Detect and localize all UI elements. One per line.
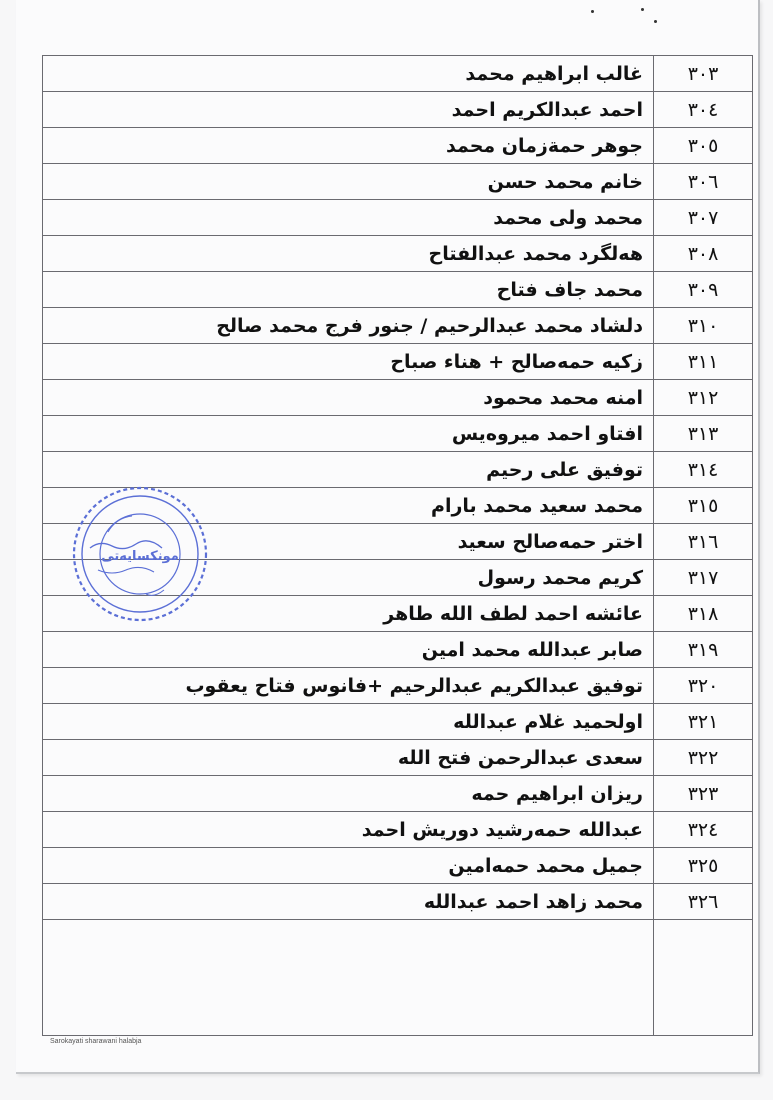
row-name: محمد ولى محمد [43, 200, 654, 236]
table-row [43, 632, 753, 668]
row-number: ٣٢٥ [654, 848, 753, 884]
row-name: سعدى عبدالرحمن فتح الله [43, 740, 654, 776]
table-row-empty [43, 920, 753, 1036]
row-number: ٣١٥ [654, 488, 753, 524]
row-name: ريزان ابراهيم حمه [43, 776, 654, 812]
row-name: غالب ابراهيم محمد [43, 56, 654, 92]
table-row [43, 56, 753, 92]
row-name: جميل محمد حمەامين [43, 848, 654, 884]
row-number: ٣٢٤ [654, 812, 753, 848]
row-number: ٣٠٦ [654, 164, 753, 200]
table-row [43, 416, 753, 452]
row-name: صابر عبدالله محمد امين [43, 632, 654, 668]
row-number: ٣١١ [654, 344, 753, 380]
row-name: خانم محمد حسن [43, 164, 654, 200]
row-number: ٣١٤ [654, 452, 753, 488]
row-number: ٣٠٥ [654, 128, 753, 164]
row-number: ٣١٠ [654, 308, 753, 344]
row-number: ٣١٧ [654, 560, 753, 596]
table-row [43, 344, 753, 380]
row-name: امنه محمد محمود [43, 380, 654, 416]
table-row [43, 236, 753, 272]
table-row [43, 668, 753, 704]
table-row [43, 272, 753, 308]
row-number: ٣٢٢ [654, 740, 753, 776]
row-name: محمد سعيد محمد بارام [43, 488, 654, 524]
row-name: افتاو احمد ميروەيس [43, 416, 654, 452]
row-name: كريم محمد رسول [43, 560, 654, 596]
table-row [43, 200, 753, 236]
row-name: دلشاد محمد عبدالرحيم / جنور فرج محمد صالح [43, 308, 654, 344]
table-row [43, 128, 753, 164]
table-row [43, 308, 753, 344]
row-number: ٣١٨ [654, 596, 753, 632]
row-number: ٣٢٠ [654, 668, 753, 704]
row-number: ٣٠٤ [654, 92, 753, 128]
row-number: ٣٠٩ [654, 272, 753, 308]
table-row [43, 812, 753, 848]
document-page [16, 0, 760, 1074]
row-number: ٣١٦ [654, 524, 753, 560]
row-number: ٣١٢ [654, 380, 753, 416]
table-row [43, 92, 753, 128]
row-name: زكيه حمەصالح + هناء صباح [43, 344, 654, 380]
row-number: ٣٢٦ [654, 884, 753, 920]
table-row [43, 704, 753, 740]
table-row [43, 884, 753, 920]
table-row [43, 848, 753, 884]
empty-cell [654, 920, 753, 1036]
row-name: اولحميد غلام عبدالله [43, 704, 654, 740]
official-seal [68, 482, 212, 626]
row-number: ٣٠٨ [654, 236, 753, 272]
table-row [43, 164, 753, 200]
row-number: ٣٠٧ [654, 200, 753, 236]
row-name: اختر حمەصالح سعيد [43, 524, 654, 560]
row-number: ٣١٩ [654, 632, 753, 668]
scan-specks [591, 4, 661, 26]
row-number: ٣٢١ [654, 704, 753, 740]
row-name: محمد جاف فتاح [43, 272, 654, 308]
seal-text: مونکسایەتی [101, 549, 179, 564]
table-row [43, 776, 753, 812]
row-name: توفيق عبدالكريم عبدالرحيم +فانوس فتاح يعقوب [43, 668, 654, 704]
empty-cell [43, 920, 654, 1036]
table-row [43, 380, 753, 416]
footer-note: Sarokayati sharawani halabja [50, 1038, 142, 1045]
row-name: عائشه احمد لطف الله طاهر [43, 596, 654, 632]
row-name: جوهر حمةزمان محمد [43, 128, 654, 164]
row-name: احمد عبدالكريم احمد [43, 92, 654, 128]
row-name: عبدالله حمەرشيد دوريش احمد [43, 812, 654, 848]
row-number: ٣١٣ [654, 416, 753, 452]
row-name: توفيق على رحيم [43, 452, 654, 488]
row-number: ٣٢٣ [654, 776, 753, 812]
row-name: محمد زاهد احمد عبدالله [43, 884, 654, 920]
row-number: ٣٠٣ [654, 56, 753, 92]
table-row [43, 740, 753, 776]
row-name: هەلگرد محمد عبدالفتاح [43, 236, 654, 272]
